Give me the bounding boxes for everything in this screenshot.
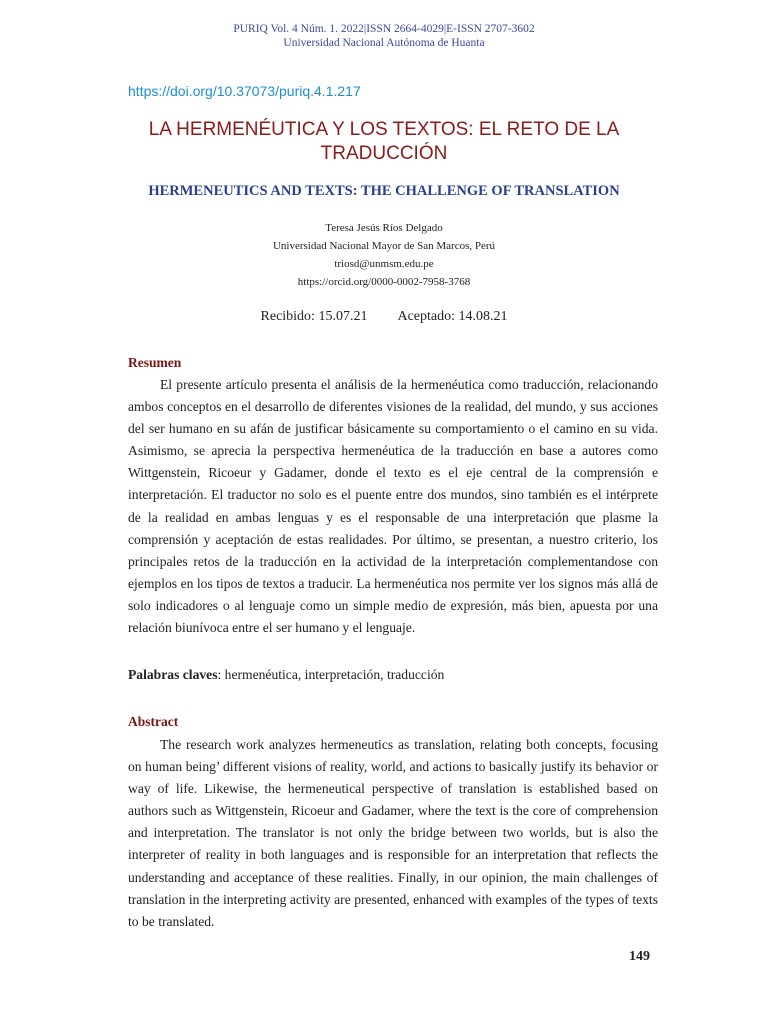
author-email[interactable]: triosd@unmsm.edu.pe bbox=[334, 258, 434, 270]
article-title: LA HERMENÉUTICA Y LOS TEXTOS: EL RETO DE LA TRADUCCIÓN bbox=[148, 119, 620, 164]
keywords-label: Palabras claves bbox=[128, 667, 218, 682]
abstract-text: The research work analyzes hermeneutics as translation, relating both concepts, focusing on human being’ different visions of reality, world, and actions to basically justify its behavior or way of life. Likewise, the hermeneutical perspective of translation is established based on authors such as Wittgenstein, Ricoeur and Gadamer, where the text is the core of comprehension and interpretation. The translator is not only the bridge between two worlds, but is also the interpreter of reality in both languages and is responsible for an interpretation that reflects the understanding and acceptance of these realities. Finally, in our opinion, the main challenges of translation in the interpreting activity are presented, enhanced with examples of the types of texts to be translated. bbox=[128, 737, 658, 929]
article-subtitle: HERMENEUTICS AND TEXTS: THE CHALLENGE OF TRANSLATION bbox=[148, 183, 620, 199]
received-date: Recibido: 15.07.21 bbox=[260, 309, 368, 324]
journal-header bbox=[0, 22, 768, 50]
journal-university: Universidad Nacional Autónoma de Huanta bbox=[283, 37, 485, 49]
journal-citation: PURIQ Vol. 4 Núm. 1. 2022|ISSN 2664-4029|E-ISSN 2707-3602 bbox=[233, 23, 535, 35]
author-block bbox=[0, 219, 768, 291]
keywords-values: : hermenéutica, interpretación, traducción bbox=[217, 667, 445, 682]
author-orcid[interactable]: https://orcid.org/0000-0002-7958-3768 bbox=[297, 276, 471, 288]
author-name: Teresa Jesús Ríos Delgado bbox=[325, 222, 443, 234]
page-number: 149 bbox=[629, 949, 650, 964]
accepted-date: Aceptado: 14.08.21 bbox=[397, 309, 508, 324]
dates-row bbox=[0, 309, 768, 325]
author-affiliation: Universidad Nacional Mayor de San Marcos, Perú bbox=[272, 240, 496, 252]
keywords bbox=[128, 667, 658, 683]
doi-link[interactable]: https://doi.org/10.37073/puriq.4.1.217 bbox=[128, 83, 361, 99]
resumen-text: El presente artículo presenta el análisis de la hermenéutica como traducción, relacionando ambos conceptos en el desarrollo de diferentes visiones de la realidad, del mundo, y sus acciones del ser humano en su afán de justificar básicamente su comportamiento o el camino en su vida. Asimismo, se aprecia la perspectiva hermenéutica de la traducción en base a autores como Wittgenstein, Ricoeur y Gadamer, donde el texto es el eje central de la comprensión e interpretación. El traductor no solo es el puente entre dos mundos, sino también es el intérprete de la realidad en ambas lenguas y es el responsable de una interpretación que plasme la comprensión y aceptación de estas realidades. Por último, se presentan, a nuestro criterio, los principales retos de la traducción en la actividad de la interpretación complementandose con ejemplos en los tipos de textos a traducir. La hermenéutica nos permite ver los signos más allá de solo indicadores o al lenguaje como un simple medio de expresión, más bien, apuesta por una relación biunívoca entre el ser humano y el lenguaje. bbox=[128, 377, 658, 636]
abstract-heading: Abstract bbox=[128, 714, 179, 729]
resumen-heading: Resumen bbox=[128, 355, 182, 370]
